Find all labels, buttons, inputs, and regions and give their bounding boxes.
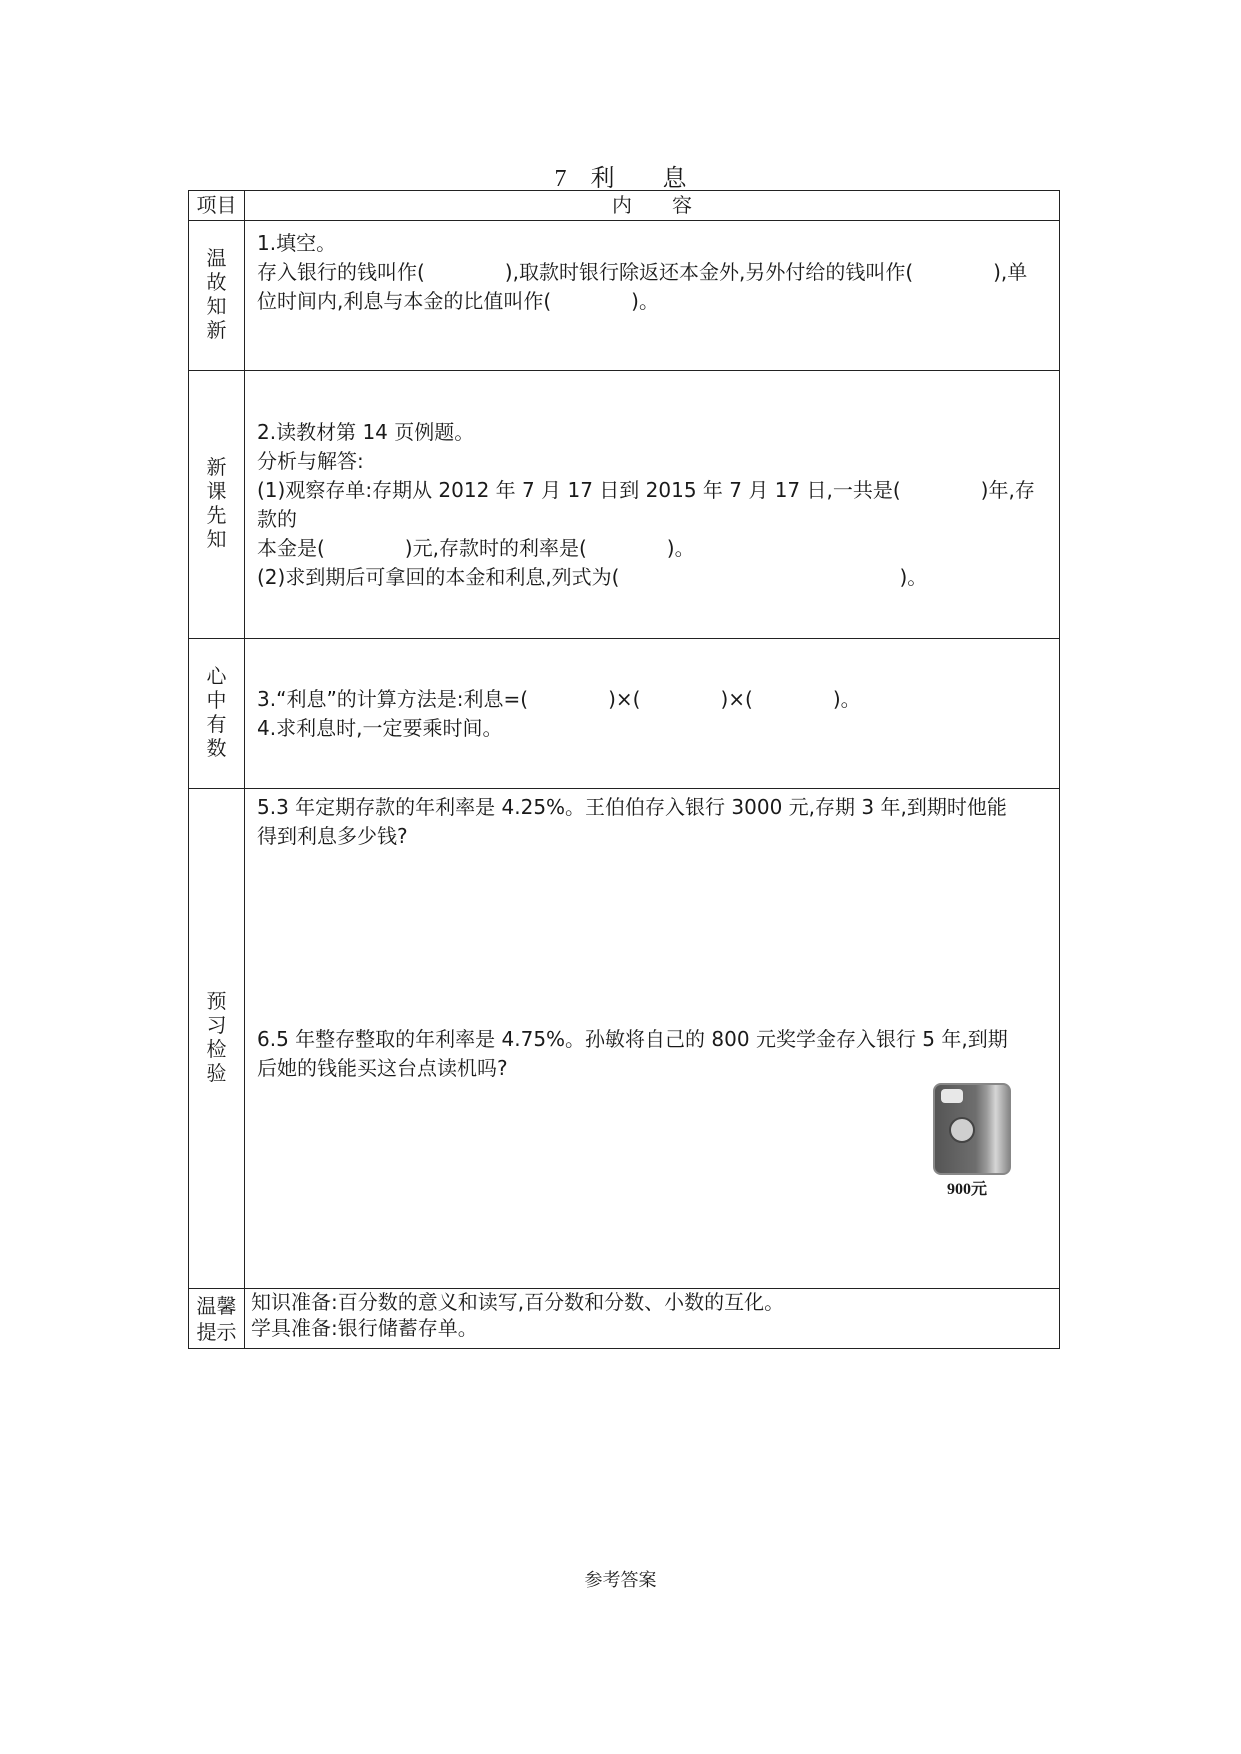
section-content [245,639,1060,789]
text-line: 学具准备:银行储蓄存单。 [251,1316,478,1340]
product-price: 900元 [947,1181,988,1198]
section-summary [189,639,1060,789]
reader-button-icon [949,1117,975,1143]
question-5-line: 5.3 年定期存款的年利率是 4.25%。王伯伯存入银行 3000 元,存期 3 年,到期时他能 [257,795,1007,819]
section-label: 温馨 [196,1293,237,1318]
text-line: (2)求到期后可拿回的本金和利息,列式为( )。 [257,564,928,589]
text-line: (1)观察存单:存期从 2012 年 7 月 17 日到 2015 年 7 月 17 日,一共是( )年,存款的 [257,477,1035,531]
section-label: 温故知新 [206,246,227,342]
text-line: 4.求利息时,一定要乘时间。 [257,715,503,740]
text-line: 知识准备:百分数的意义和读写,百分数和分数、小数的互化。 [251,1290,785,1314]
section-content [245,789,1060,1289]
question-6-line: 后她的钱能买这台点读机吗? [257,1056,508,1080]
section-content [245,1289,1060,1349]
text-line: 存入银行的钱叫作( ),取款时银行除返还本金外,另外付给的钱叫作( ),单 [257,260,1028,284]
section-preview [189,371,1060,639]
text-line: 本金是( )元,存款时的利率是( )。 [257,535,695,560]
header-content: 内 容 [245,191,1060,221]
header-item: 项目 [189,191,245,221]
section-content [245,221,1060,371]
text-line: 1.填空。 [257,231,337,255]
section-review [189,221,1060,371]
section-label: 预习检验 [206,989,227,1085]
section-label: 心中有数 [206,664,227,760]
section-label: 提示 [196,1319,237,1344]
answer-key-heading: 参考答案 [584,1570,657,1591]
section-content [245,371,1060,639]
reader-device-image [933,1083,1011,1175]
text-line: 3.“利息”的计算方法是:利息=( )×( )×( )。 [257,686,861,711]
question-6-line: 6.5 年整存整取的年利率是 4.75%。孙敏将自己的 800 元奖学金存入银行 5 年,到期 [257,1027,1008,1051]
section-check [189,789,1060,1289]
page-title: 7 利 息 [554,166,687,192]
reader-logo-icon [941,1089,963,1103]
header-row [189,191,1060,221]
section-label: 新课先知 [206,455,227,551]
text-line: 2.读教材第 14 页例题。 [257,419,475,444]
question-5-line: 得到利息多少钱? [257,824,408,848]
worksheet-table [188,190,1060,1349]
text-line: 位时间内,利息与本金的比值叫作( )。 [257,289,659,313]
section-tips [189,1289,1060,1349]
text-line: 分析与解答: [257,448,364,473]
